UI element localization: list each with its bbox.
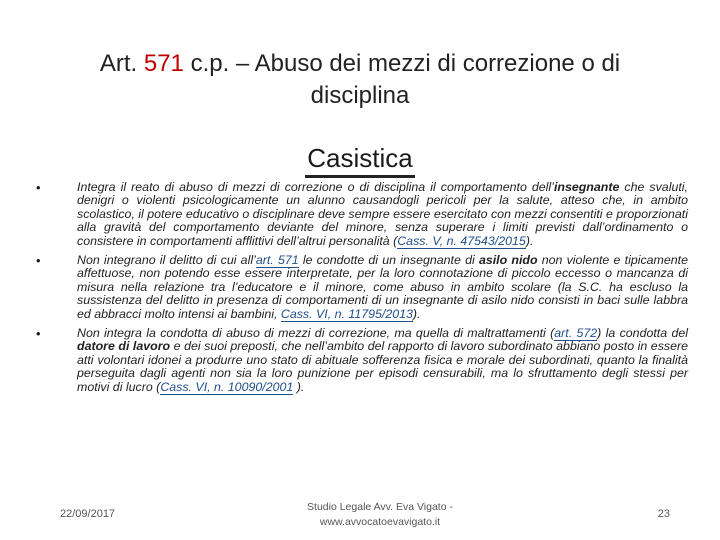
footer-author-line-1: Studio Legale Avv. Eva Vigato - xyxy=(307,501,453,513)
bullet-text: e dei suoi preposti, che nell’ambito del rapporto di lavoro subordinato abbiano posto in essere atti volontari idonei a produrre uno stato di abituale sofferenza fisica e morale dei subordinati, quanto la finalità perseguita dagli agenti non sia la loro punizione per episodi censurabili, ma lo sfruttamento degli stessi per motivi di lucro ( xyxy=(77,339,688,394)
title-suffix: c.p. – Abuso dei mezzi di correzione o di disciplina xyxy=(183,50,621,109)
bullet-bold-term: datore di lavoro xyxy=(77,339,171,354)
title-prefix: Art. xyxy=(99,50,144,77)
bullet-text: che svaluti, denigri o violenti psicologicamente un alunno causandogli pericoli per la salute, atteso che, in ambito scolastico, il potere educativo o disciplinare deve sempre essere esercitato con mezzi consentiti e proporzionati alla gravità del comportamento deviante del minore, senza superare i limiti previsti dall’ordinamento o consistere in comportamenti afflittivi dell’altrui personalità ( xyxy=(77,180,688,248)
bullet-dot: • xyxy=(36,253,41,269)
bullet-text: Non integrano il delitto di cui all’ xyxy=(77,253,256,268)
case-reference-link[interactable]: Cass. V, n. 47543/2015 xyxy=(397,233,526,248)
bullet-text: ). xyxy=(412,306,421,321)
bullet-text: ). xyxy=(293,379,305,394)
footer-author xyxy=(290,500,470,530)
bullet-text: non violente e tipicamente affettuose, non potendo esse essere interpretate, per la loro connotazione di piccolo eccesso o mancanza di misura nella relazione tra l’educatore e il minore, come abuso in ambito scolare (la S.C. ha escluso la sussistenza del delitto in presenza di comportamenti di un insegnante di asilo nido consisti in baci sulle labbra ed abbracci molto intensi ai bambini, xyxy=(77,253,688,321)
bullet-list xyxy=(36,181,688,400)
bullet-text: ) la condotta del xyxy=(597,326,688,341)
bullet-item xyxy=(36,327,688,394)
footer-date: 22/09/2017 xyxy=(60,508,116,520)
bullet-text: le condotte di un insegnante di xyxy=(298,253,479,268)
footer-website: www.avvocatoevavigato.it xyxy=(319,516,441,528)
bullet-dot: • xyxy=(36,326,41,342)
case-reference-link[interactable]: Cass. VI, n. 11795/2013 xyxy=(280,306,413,321)
title-article-number: 571 xyxy=(143,50,184,77)
bullet-text: Integra il reato di abuso di mezzi di correzione o di disciplina il comportamento dell’ xyxy=(77,180,554,194)
subtitle-text: Casistica xyxy=(305,143,414,178)
bullet-item xyxy=(36,254,688,321)
bullet-bold-term: asilo nido xyxy=(478,253,538,268)
slide-subtitle xyxy=(0,140,720,178)
case-reference-link[interactable]: Cass. VI, n. 10090/2001 xyxy=(160,379,294,394)
page-number: 23 xyxy=(657,508,670,520)
bullet-text: Non integra la condotta di abuso di mezzi di correzione, ma quella di maltrattamenti ( xyxy=(77,326,555,341)
bullet-item xyxy=(36,181,688,248)
bullet-dot: • xyxy=(36,180,41,195)
article-reference-link[interactable]: art. 572 xyxy=(554,326,598,341)
slide-title xyxy=(60,48,660,112)
bullet-text: ). xyxy=(525,233,534,248)
article-reference-link[interactable]: art. 571 xyxy=(255,253,299,268)
bullet-bold-term: insegnante xyxy=(553,180,620,194)
